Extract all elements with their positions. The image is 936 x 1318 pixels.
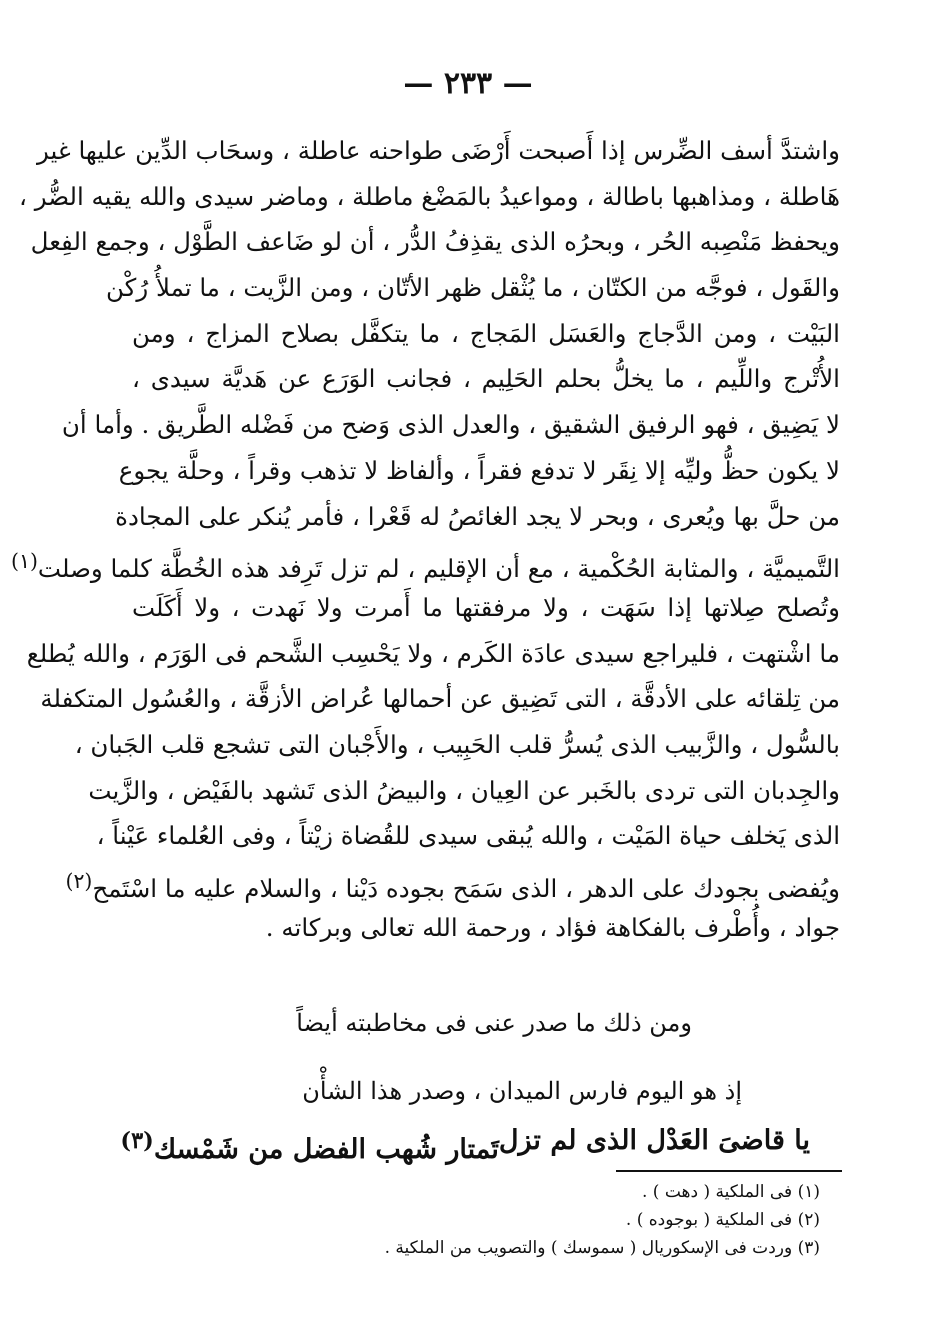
text-line: من حلَّ بها ويُعرى ، وبحر لا يجد الغائصُ له قَعْرا ، فأمر يُنكر على المجادة bbox=[115, 501, 840, 531]
second-hemistich: تَمتار شُهب الفضل من شَمْسك bbox=[153, 1134, 499, 1165]
poem-verse bbox=[120, 1118, 810, 1173]
line-text: ويُفضى بجودك على الدهر ، الذى سَمَح بجوده دَيْنا ، والسلام عليه ما اسْتَمح bbox=[92, 874, 840, 904]
text-line: الذى يَخلف حياة المَيْت ، والله يُبقى سيدى للقُضاة زيْتاً ، وفى العُلماء عَيْناً ، bbox=[96, 821, 840, 851]
text-line: ما اشْتهت ، فليراجع سيدى عادَة الكَرم ، ولا يَحْسِب الشَّحم فى الوَرَم ، والله يُطلع bbox=[26, 638, 840, 668]
footnote-marker: (٢) bbox=[65, 869, 93, 893]
poem-heading: إذ هو اليوم فارس الميدان ، وصدر هذا الشأْن bbox=[302, 1077, 742, 1105]
text-line: الأُتْرج واللِّيم ، ما يخلُّ بحلم الحَلِيم ، فجانب الوَرَع عن هَديَّة سيدى ، bbox=[132, 364, 840, 394]
footnote-marker: (١) bbox=[11, 549, 38, 574]
footnote-divider bbox=[616, 1170, 842, 1172]
text-line: بالسُّول ، والزَّبيب الذى يُسرُّ قلب الحَبِيب ، والأَجْبان التى تشجع قلب الجَبان ، bbox=[74, 729, 840, 759]
footnote: (٢) فى الملكية ( بوجوده ) . bbox=[625, 1210, 820, 1230]
footnotes bbox=[200, 1178, 820, 1262]
line-text: التَّميميَّة ، والمثابة الحُكْمية ، مع أن الإقليم ، لم تزل تَرِفد هذه الخُطَّة كلما وصلت bbox=[37, 554, 840, 584]
text-line: هَاطلة ، ومذاهبها باطالة ، ومواعيدُ بالمَضْغ ماطلة ، وماضر سيدى والله يقيه الضُّر ، bbox=[19, 181, 840, 211]
page-number: — ٢٣٣ — bbox=[403, 66, 533, 101]
section-intro: ومن ذلك ما صدر عنى فى مخاطبته أيضاً bbox=[296, 1009, 692, 1037]
text-line: واشتدَّ أسف الضِّرس إذا أَصبحت أَرْضَى طواحنه عاطلة ، وسحَاب الدِّين عليها غير bbox=[36, 136, 840, 165]
text-line: والقَول ، فوجَّه من الكتّان ، ما يُثْقل ظهر الأتّان ، ومن الزَّيت ، ما تملأُ رُكْن bbox=[106, 273, 840, 303]
text-line: لا يَضِيق ، فهو الرفيق الشقيق ، والعدل الذى وَضح من فَضْله الطَّريق . وأما أن bbox=[61, 410, 840, 440]
text-line: من تِلقائه على الأدقَّة ، التى تَضِيق عن أحمالها عُراض الأزقَّة ، والعُسُول المتكفلة bbox=[40, 684, 840, 714]
footnote-marker: (٣) bbox=[120, 1128, 154, 1154]
body-text bbox=[11, 128, 840, 950]
footnote: (٣) وردت فى الإسكوريال ( سموسك ) والتصويب من الملكية . bbox=[384, 1238, 820, 1258]
text-line: ويحفظ مَنْصِبه الحُر ، وبحرُه الذى يقذِفُ الدُّر ، أن لو ضَاعف الطَّوْل ، وجمع الفِعل bbox=[30, 227, 840, 257]
footnote: (١) فى الملكية ( دهت ) . bbox=[641, 1182, 820, 1202]
text-line: وتُصلح صِلاتها إذا سَهَت ، ولا مرفقتها ما أَمرت ولا نَهدت ، ولا أَكَلَت bbox=[132, 592, 840, 622]
first-hemistich: يا قاضىَ العَدْل الذى لم تزل bbox=[498, 1125, 810, 1156]
text-line: لا يكون حظُّ وليِّه إلا نِقَر لا تدفع فقراً ، وألفاظ لا تذهب وقراً ، وحلَّة يجوع bbox=[118, 455, 840, 485]
text-line: والجِدبان التى تردى بالخَبر عن العِيان ، والبيضُ الذى تَشهد بالفَيْض ، والزَّيت bbox=[88, 775, 840, 805]
second-hemistich-wrap bbox=[120, 1118, 498, 1173]
text-line-with-note bbox=[65, 859, 840, 905]
text-line-with-note bbox=[11, 539, 840, 585]
text-line: جواد ، وأُطْرف بالفكاهة فؤاد ، ورحمة الله تعالى وبركاته . bbox=[265, 912, 840, 942]
text-line: البَيْت ، ومن الدَّجاج والعَسَل المَجاج ، ما يتكفَّل بصلاح المزاج ، ومن bbox=[132, 318, 840, 348]
